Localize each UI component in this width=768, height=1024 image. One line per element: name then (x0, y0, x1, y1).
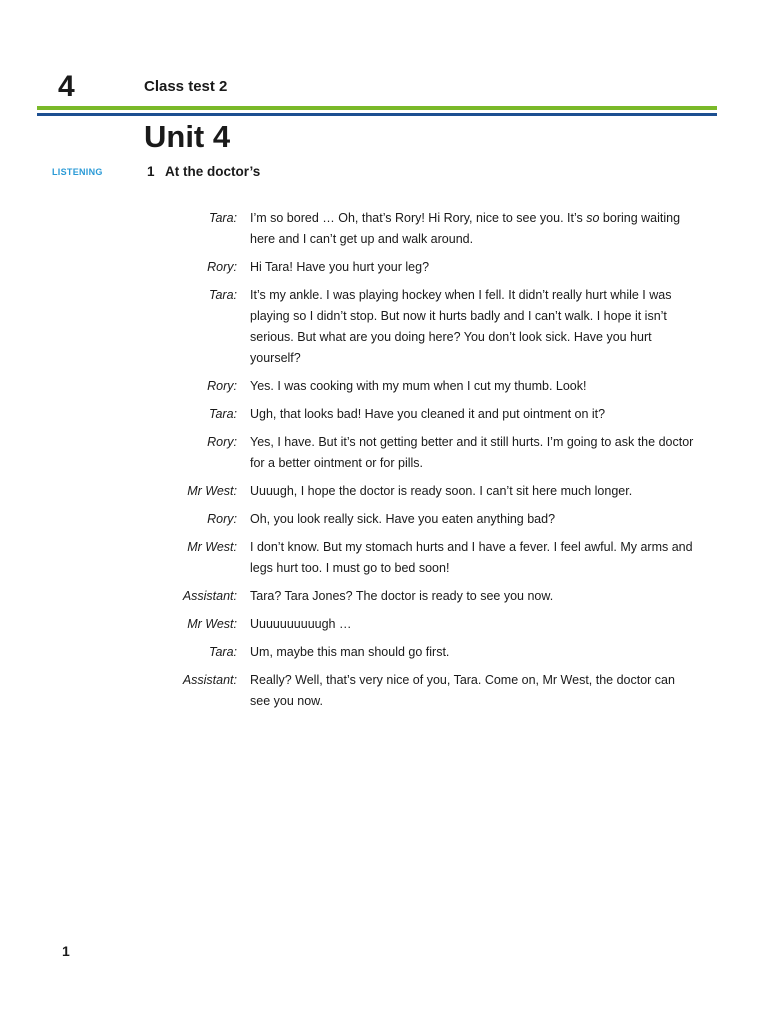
utterance-text: boring waiting here and I can’t get up and walk around. (250, 211, 681, 246)
speaker: Rory: (207, 435, 237, 449)
unit-heading: Unit 4 (144, 119, 231, 154)
dialogue-line (150, 481, 710, 502)
speaker: Mr West: (187, 540, 237, 554)
utterance: Really? Well, that’s very nice of you, Tara. Come on, Mr West, the doctor can see you now. (250, 673, 675, 708)
utterance: It’s my ankle. I was playing hockey when I fell. It didn’t really hurt while I was playing so I didn’t stop. But now it hurts badly and I can’t walk. I hope it isn’t serious. But what are you doing here? You don’t look sick. Have you hurt yourself? (250, 288, 672, 365)
utterance: Oh, you look really sick. Have you eaten anything bad? (250, 512, 556, 526)
speaker: Tara: (208, 211, 237, 225)
header-rule-blue (37, 113, 717, 116)
utterance: I don’t know. But my stomach hurts and I have a fever. I feel awful. My arms and legs hurt too. I must go to bed soon! (250, 540, 693, 575)
section-label: LISTENING (52, 167, 103, 177)
dialogue-line (150, 670, 710, 712)
utterance: Uuuuuuuuuugh … (250, 617, 352, 631)
dialogue-line (150, 257, 710, 278)
exercise-title-text: At the doctor’s (165, 164, 261, 179)
utterance: Ugh, that looks bad! Have you cleaned it and put ointment on it? (250, 407, 606, 421)
header-rule-green (37, 106, 717, 110)
utterance: Uuuugh, I hope the doctor is ready soon. I can’t sit here much longer. (250, 484, 633, 498)
utterance: Um, maybe this man should go first. (250, 645, 450, 659)
utterance: Yes, I have. But it’s not getting better and it still hurts. I’m going to ask the doctor for a better ointment or for pills. (250, 435, 694, 470)
speaker: Assistant: (182, 673, 237, 687)
speaker: Assistant: (182, 589, 237, 603)
utterance-emphasis: so (586, 211, 600, 225)
page-number: 1 (62, 943, 70, 959)
dialogue-line (150, 586, 710, 607)
utterance: Yes. I was cooking with my mum when I cut my thumb. Look! (250, 379, 587, 393)
speaker: Tara: (208, 407, 237, 421)
utterance-text: I’m so bored … Oh, that’s Rory! Hi Rory, nice to see you. It’s (250, 211, 587, 225)
utterance: Hi Tara! Have you hurt your leg? (250, 260, 430, 274)
speaker: Tara: (208, 288, 237, 302)
dialogue-line (150, 376, 710, 397)
dialogue-line (150, 509, 710, 530)
speaker: Mr West: (187, 484, 237, 498)
utterance (250, 208, 698, 250)
speaker: Rory: (207, 260, 237, 274)
dialogue-line (150, 432, 710, 474)
speaker: Tara: (208, 645, 237, 659)
dialogue-line (150, 614, 710, 635)
speaker: Mr West: (187, 617, 237, 631)
dialogue-line (150, 404, 710, 425)
dialogue-line (150, 537, 710, 579)
utterance: Tara? Tara Jones? The doctor is ready to see you now. (250, 589, 554, 603)
dialogue-line (150, 642, 710, 663)
exercise-number: 1 (147, 164, 155, 179)
dialogue-line (150, 208, 710, 250)
speaker: Rory: (207, 379, 237, 393)
speaker: Rory: (207, 512, 237, 526)
exercise-title (147, 163, 260, 180)
dialogue (150, 208, 710, 719)
unit-number: 4 (58, 70, 75, 103)
header-title: Class test 2 (144, 78, 228, 95)
dialogue-line (150, 285, 710, 369)
